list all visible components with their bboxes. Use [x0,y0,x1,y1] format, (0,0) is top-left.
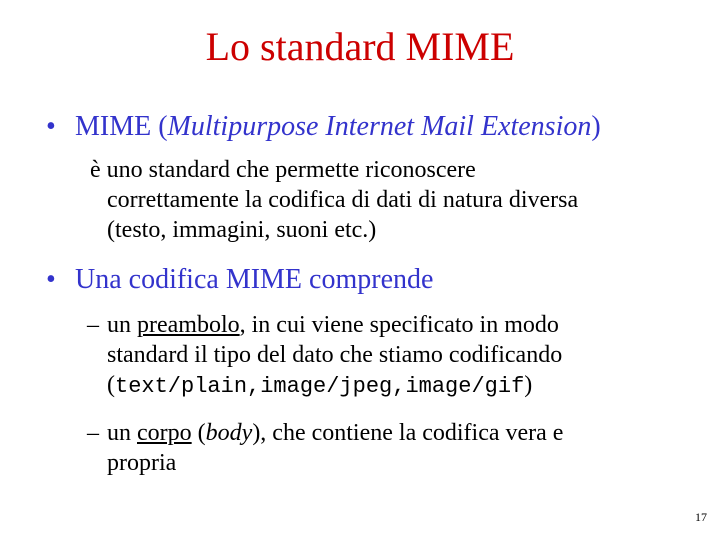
term-preambolo: preambolo [137,312,240,338]
sub-item-line [87,370,562,402]
sub-item-line: propria [107,450,177,476]
sub-item-corpo [87,418,563,478]
slide-title: Lo standard MIME [205,24,515,69]
paren-open: ( [191,420,206,446]
bullet-codifica-text: Una codifica MIME comprende [75,264,434,295]
mime-expansion: Multipurpose Internet Mail Extension [167,111,592,142]
term-body: body [205,420,253,446]
sub-item-line: standard il tipo del dato che stiamo codificando [107,342,563,368]
sub-lead: un [107,420,137,446]
bullet-codifica [46,264,433,296]
page-number: 17 [695,510,707,524]
sub-item-preambolo [87,310,562,402]
bullet-marker: • [46,264,56,295]
dash-marker: – [87,312,99,338]
description-line: correttamente la codifica di dati di natura diversa [107,187,579,213]
bullet-mime-suffix: ) [591,111,601,142]
sub-rest: ), che contiene la codifica vera e [252,420,564,446]
sub-item-line [87,310,562,340]
mime-types: text/plain,image/jpeg,image/gif [115,374,525,399]
bullet-mime-prefix: MIME ( [75,111,168,142]
sub-rest: , in cui viene specificato in modo [239,312,559,338]
bullet-marker: • [46,111,56,142]
bullet-mime [46,111,601,143]
sub-lead: un [107,312,137,338]
term-corpo: corpo [137,420,192,446]
description-line: (testo, immagini, suoni etc.) [107,217,377,243]
sub-item-line [87,418,563,448]
paren-close: ) [524,372,533,398]
mime-description [90,155,690,245]
paren-open: ( [107,372,115,398]
description-line: è uno standard che permette riconoscere [90,157,476,183]
dash-marker: – [87,420,99,446]
